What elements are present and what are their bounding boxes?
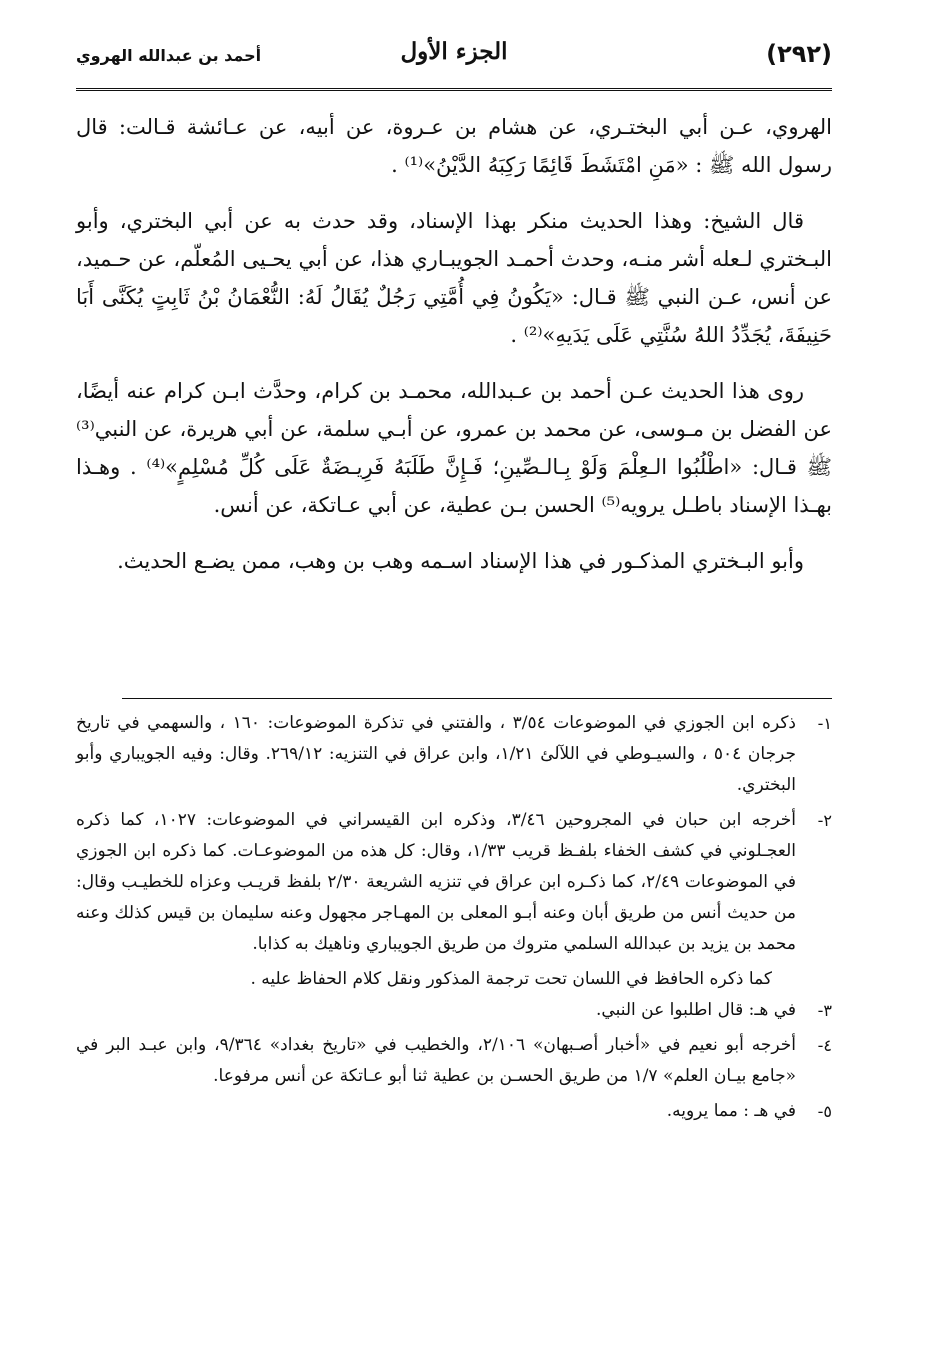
footnote-rule (122, 698, 832, 699)
footnote-text: أخرجه أبو نعيم في «أخبار أصـبهان» ٢/١٠٦، والخطيب في «تاريخ بغداد» ٩/٣٦٤، وابن عبـد البر في «جامع بيـان العلم» ١/٧ من طريق الحسـن بن عطية ثنا أبو عـاتكة عن أنس مرفوعا. (76, 1035, 797, 1086)
footnote-text: في هـ : مما يرويه. (666, 1101, 796, 1121)
footnote (76, 708, 832, 801)
footnote-mark: ٥- (817, 1102, 832, 1121)
paragraph: وأبو البـختري المذكـور في هذا الإسناد اسـمه وهب بن وهب، ممن يضـع الحديث. (117, 549, 804, 573)
footnote-text: ذكره ابن الجوزي في الموضوعات ٣/٥٤ ، والفتني في تذكرة الموضوعات: ١٦٠ ، والسهمي في تاريخ جرجان ٥٠٤ ، والسيـوطي في اللآلئ ١/٢١، وابن عراق في التنزيه: ٢٦٩/١٢. وقال: وفيه الجويباري وأبو البختري. (76, 713, 796, 795)
footnote (76, 995, 832, 1026)
header-rule (76, 88, 832, 93)
page-header (76, 36, 832, 86)
footnotes (76, 708, 832, 1131)
running-author: أحمد بن عبدالله الهروي (76, 46, 262, 65)
footnote-text: أخرجه ابن حبان في المجروحين ٣/٤٦، وذكره ابن القيسراني في الموضوعات: ١٠٢٧، كما ذكره العجـلوني في كشف الخفاء بلفـظ قريب ١/٣٣، وقال: كل هذه من الموضوعـات. كما ذكره ابن الجوزي في الموضوعات ٢/٤٩، كما ذكـره ابن عراق في تنزيه الشريعة ٢/٣٠ بلفظ قريـب وعزاه للخطيـب وقال: من حديث أنس من طريق أبان وعنه أبـو المعلى بن المهـاجر مجهول وعنه سليمان بن قيس كذلك وعنه محمد بن يزيد بن عبدالله السلمي متروك من طريق الجويباري وناهيك به كذابا. (76, 810, 797, 954)
page-number: (٢٩٢) (766, 40, 832, 68)
footnote (76, 1030, 832, 1092)
footnote-mark: ٣- (817, 1001, 832, 1020)
paragraph: قال الشيخ: وهذا الحديث منكر بهذا الإسناد، وقد حدث به عن أبي البختري، وأبو البـختري لـعله أشر منـه، وحدث أحمـد الجويبـاري هذا، عن أبي يحـيى المُعلّم، عن حـميد، عن أنس، عـن النبي ﷺ قـال: «يَكُونُ فِي أُمَّتِي رَجُلٌ يُقَالُ لَهُ: النُّعْمَانُ بْنُ ثَابِتٍ يُكَنَّى أَبَا حَنِيفَةَ، يُجَدِّدُ اللهُ سُنَّتِي عَلَى يَدَيهِ»⁽²⁾ . (76, 209, 832, 347)
footnote (76, 805, 832, 960)
footnote-text: في هـ: قال اطلبوا عن النبي. (596, 1000, 796, 1020)
main-text (76, 108, 832, 598)
footnote (76, 1096, 832, 1127)
paragraph: الهروي، عـن أبي البختـري، عن هشام بن عـروة، عن أبيه، عن عـائشة قـالت: قال رسول الله ﷺ : «مَنِ امْتَشَطَ قَائِمًا رَكِبَهُ الدَّيْنُ»⁽¹⁾ . (76, 115, 832, 177)
footnote-mark: ١- (817, 714, 832, 733)
paragraph: روى هذا الحديث عـن أحمد بن عـبدالله، محمـد بن كرام، وحدَّث ابـن كرام عنه أيضًا، عن الفضل بن مـوسى، عن محمد بن عمرو، عن أبـي سلمة، عن أبي هريرة، عن النبي⁽³⁾ ﷺ قـال: «اطْلُبُوا الـعِلْمَ وَلَوْ بِـالـصِّينِ؛ فَـإِنَّ طَلَبَهُ فَرِيـضَةٌ عَلَى كُلِّ مُسْلِمٍ»⁽⁴⁾ . وهـذا بهـذا الإسناد باطـل يرويه⁽⁵⁾ الحسن بـن عطية، عن أبي عـاتكة، عن أنس. (76, 379, 832, 517)
footnote-mark: ٤- (817, 1036, 832, 1055)
running-title: الجزء الأول (400, 38, 508, 65)
footnote-continuation: كما ذكره الحافظ في اللسان تحت ترجمة المذكور ونقل كلام الحفاظ عليه . (250, 969, 772, 989)
footnote-mark: ٢- (817, 811, 832, 830)
